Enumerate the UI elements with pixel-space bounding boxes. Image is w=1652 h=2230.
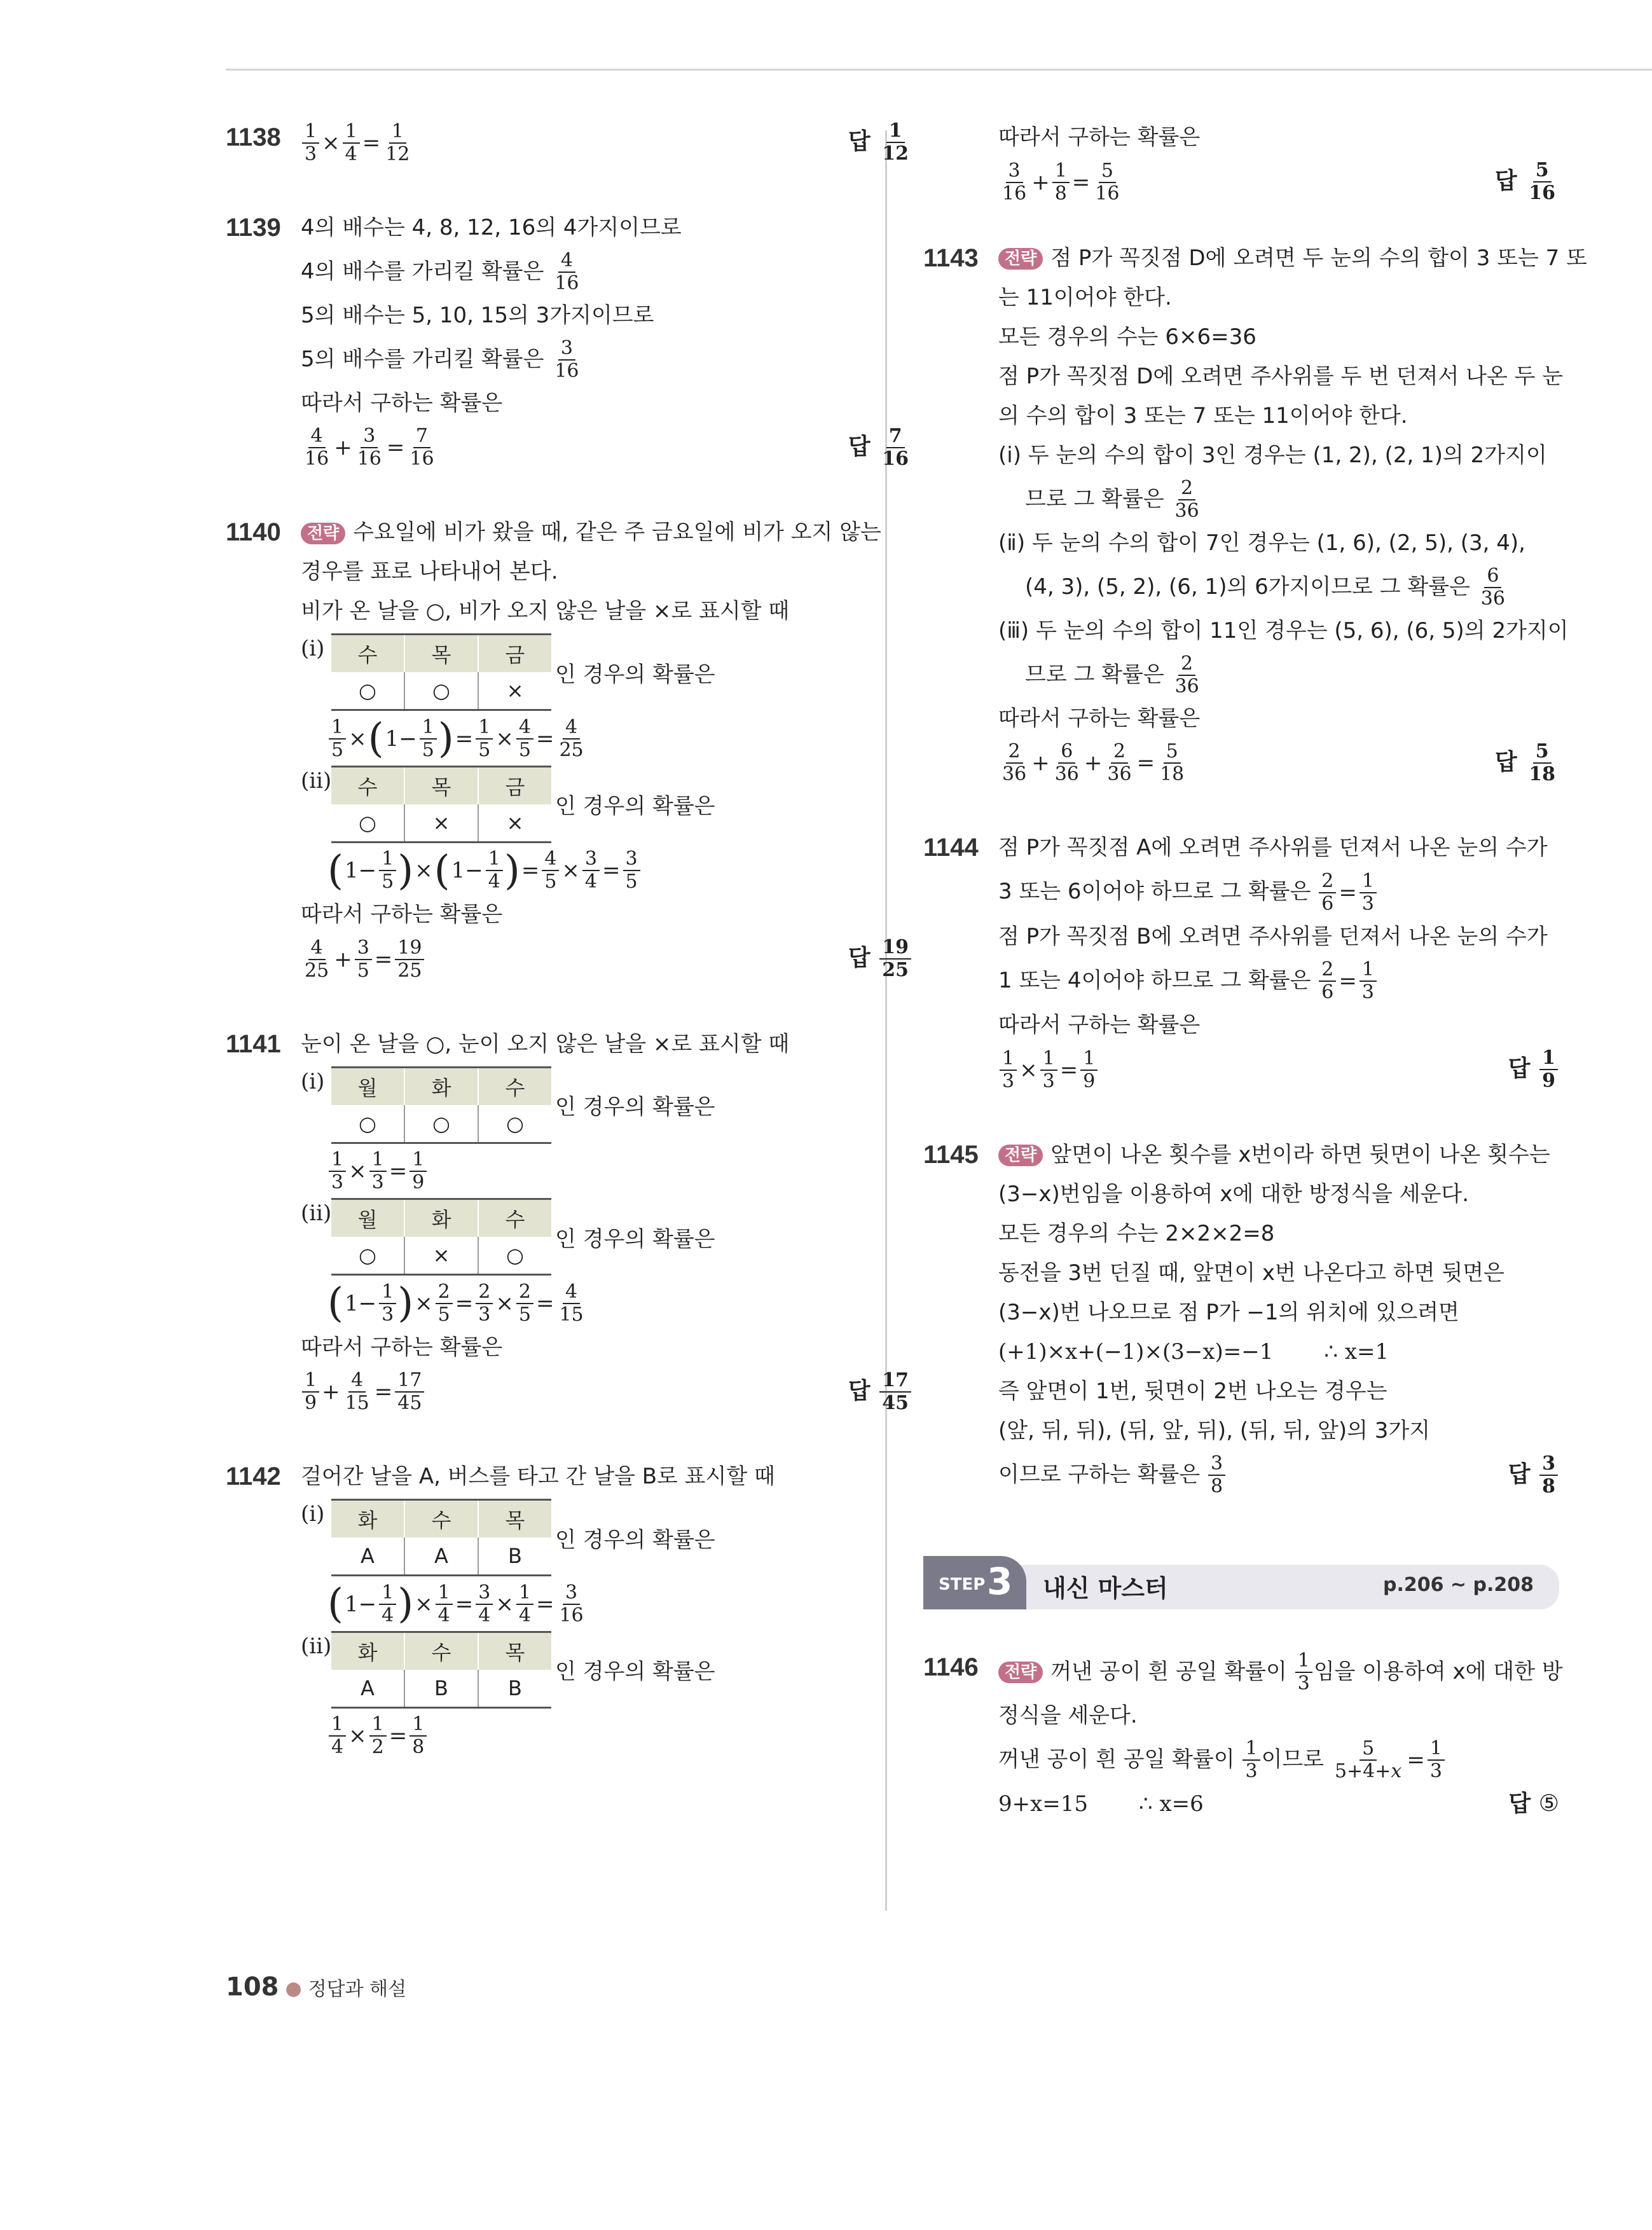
case-table-row: (ⅰ) 수 목 금 ○ ○ × 인 경우의 확률은 [301,633,912,711]
case-table: 수 목 금 ○ ○ × [331,633,551,711]
solution-line: $\frac{1}{3}$ × $\frac{1}{3}$ = $\frac{1}{9}$ [301,1146,912,1196]
answer: 답 ⑤ [1508,1791,1559,1817]
solution-line: 점 P가 꼭짓점 B에 오려면 주사위를 던져서 나온 눈의 수가 [998,923,1548,949]
left-column [226,118,912,1801]
page-number: 108 [226,1972,279,2002]
problem-number: 1142 [226,1463,281,1490]
solution-line: 즉 앞면이 1번, 뒷면이 2번 나오는 경우는 [998,1378,1387,1404]
solution-line: 의 수의 합이 3 또는 7 또는 11이어야 한다. [998,403,1408,429]
answer: 답 $\frac{1}{12}$ [848,120,909,165]
strategy-line: 전략 점 P가 꼭짓점 D에 오려면 두 눈의 수의 합이 3 또는 7 또 [998,238,1559,278]
solution-line: 5의 배수는 5, 10, 15의 3가지이므로 [301,302,654,328]
solution-line: 따라서 구하는 확률은 [998,1012,1201,1038]
strategy-line: 정식을 세운다. [998,1702,1138,1728]
answer: 답 $\frac{1}{9}$ [1508,1045,1559,1093]
top-rule [226,69,1652,71]
strategy-tag: 전략 [301,523,345,544]
solution-line: 모든 경우의 수는 6×6=36 [998,324,1256,350]
problem-1143 [923,238,1587,788]
case-table: 화 수 목 A A B [331,1499,551,1576]
problem-1140 [226,513,912,984]
case-table-row: (ⅰ) 화 수 목 A A B 인 경우의 확률은 [301,1499,912,1576]
solution-line: (+1)×x+(−1)×(3−x)=−1 ∴ x=1 [998,1339,1389,1365]
solution-line: 동전을 3번 던질 때, 앞면이 x번 나온다고 하면 뒷면은 [998,1260,1504,1286]
problem-1139 [226,208,912,472]
step-title: 내신 마스터 [1043,1574,1168,1602]
page-footer: 108 ● 정답과 해설 [226,1972,407,2002]
strategy-tag: 전략 [998,1662,1043,1683]
solution-line: 점 P가 꼭짓점 A에 오려면 주사위를 던져서 나온 눈의 수가 [998,835,1548,860]
problem-number: 1138 [226,123,281,151]
solution-line: $\frac{1}{9}$ + $\frac{4}{15}$ = $\frac{17}{45}$ 답 $\frac{17}{45}$ [301,1367,912,1417]
solution-line: $\frac{4}{25}$ + $\frac{3}{5}$ = $\frac{19}{25}$ 답 $\frac{19}{25}$ [301,934,912,984]
strategy-line: 전략 수요일에 비가 왔을 때, 같은 주 금요일에 비가 오지 않는 [301,513,912,552]
solution-line: (ⅲ) 두 눈의 수의 합이 11인 경우는 (5, 6), (6, 5)의 2가지이 [998,617,1569,644]
problem-number: 1141 [226,1029,281,1058]
answer: 답 $\frac{7}{16}$ [848,424,909,470]
step-banner [923,1556,1559,1609]
right-column [923,118,1587,1864]
solution-line: 므로 그 확률은 $\frac{2}{36}$ [1025,477,1199,522]
problem-number: 1144 [923,834,979,862]
solution-line: 므로 그 확률은 $\frac{2}{36}$ [1025,652,1199,698]
problem-number: 1139 [226,213,281,242]
problem-1138 [226,118,912,167]
solution-line: 4의 배수를 가리킬 확률은 $\frac{4}{16}$ [301,249,579,294]
solution-line: 걸어간 날을 A, 버스를 타고 간 날을 B로 표시할 때 [301,1464,775,1489]
solution-line: 5의 배수를 가리킬 확률은 $\frac{3}{16}$ [301,337,579,382]
case-table: 수 목 금 ○ × × [331,766,551,843]
step-badge: STEP 3 [923,1556,1026,1609]
solution-line: 9+x=15 ∴ x=6 답 ⑤ [998,1784,1559,1824]
solution-line: $\frac{1}{5}$ ×(1− $\frac{1}{5}$ )= $\frac{1}{5}$ × $\frac{4}{5}$ = $\frac{4}{25}$ [301,713,912,763]
solution-line: 3 또는 6이어야 하므로 그 확률은 $\frac{2}{6}$ = $\frac{1}{3}$ [998,867,1559,917]
problem-1142 [226,1457,912,1760]
solution-line: 1 또는 4이어야 하므로 그 확률은 $\frac{2}{6}$ = $\frac{1}{3}$ [998,956,1559,1006]
problem-1144 [923,828,1559,1094]
footer-section: 정답과 해설 [308,1978,407,2000]
solution-line: $\frac{2}{36}$ + $\frac{6}{36}$ + $\frac{2}{36}$ = $\frac{5}{18}$ 답 $\frac{5}{18}$ [998,738,1559,788]
case-table: 월 화 수 ○ ○ ○ [331,1066,551,1144]
solution-line: 점 P가 꼭짓점 D에 오려면 주사위를 두 번 던져서 나온 두 눈 [998,363,1564,389]
strategy-line: 전략 앞면이 나온 횟수를 x번이라 하면 뒷면이 나온 횟수는 [998,1135,1559,1174]
case-table-row: (ⅱ) 월 화 수 ○ × ○ 인 경우의 확률은 [301,1198,912,1276]
solution-line: (4, 3), (5, 2), (6, 1)의 6가지이므로 그 확률은 $\frac{6}{36}$ [1025,565,1505,610]
solution-line: $\frac{1}{4}$ × $\frac{1}{2}$ = $\frac{1}{8}$ [301,1711,912,1761]
problem-number: 1146 [923,1653,979,1681]
solution-line: (1− $\frac{1}{4}$ )× $\frac{1}{4}$ = $\frac{3}{4}$ × $\frac{1}{4}$ = $\frac{3}{16}$ [327,1580,584,1628]
strategy-tag: 전략 [998,1145,1043,1166]
solution-line: 따라서 구하는 확률은 [301,902,503,927]
solution-line: 비가 온 날을 ○, 비가 오지 않은 날을 ×로 표시할 때 [301,598,790,624]
solution-line: $\frac{4}{16}$ + $\frac{3}{16}$ = $\frac{7}{16}$ 답 $\frac{7}{16}$ [301,423,912,472]
answer: 답 $\frac{5}{18}$ [1494,740,1555,785]
case-table: 화 수 목 A B B [331,1631,551,1709]
solution-line: 따라서 구하는 확률은 [301,1334,503,1360]
problem-number: 1145 [923,1140,979,1169]
strategy-line: (3−x)번임을 이용하여 x에 대한 방정식을 세운다. [998,1181,1470,1207]
solution-line: 따라서 구하는 확률은 [301,390,503,416]
answer: 답 $\frac{19}{25}$ [848,934,912,982]
strategy-line: 경우를 표로 나타내어 본다. [301,559,558,584]
solution-line: 모든 경우의 수는 2×2×2=8 [998,1220,1275,1246]
problem-1146 [923,1648,1563,1824]
problem-number: 1140 [226,518,281,546]
solution-line: 꺼낸 공이 흰 공일 확률이 $\frac{1}{3}$ 이므로 $\frac{5}{5+4+x}$ = $\frac{1}{3}$ [998,1735,1559,1785]
solution-line: (1− $\frac{1}{5}$ )×(1− $\frac{1}{4}$ )= $\frac{4}{5}$ × $\frac{3}{4}$ = $\frac{3}{5}$ [301,846,912,895]
step-pages: p.206 ~ p.208 [1382,1573,1534,1596]
solution-line: 따라서 구하는 확률은 [998,705,1201,731]
problem-1142-continued [923,118,1559,207]
answer: 답 $\frac{3}{8}$ [1508,1450,1559,1499]
solution-line: (1− $\frac{1}{3}$ )× $\frac{2}{5}$ = $\frac{2}{3}$ × $\frac{2}{5}$ = $\frac{4}{15}$ [327,1279,584,1327]
solution-line: 이므로 구하는 확률은 $\frac{3}{8}$ 답 $\frac{3}{8}$ [998,1450,1559,1499]
solution-line: $\frac{1}{3}$ × $\frac{1}{3}$ = $\frac{1}{9}$ 답 $\frac{1}{9}$ [998,1045,1559,1094]
case-table-row: (ⅰ) 월 화 수 ○ ○ ○ 인 경우의 확률은 [301,1066,912,1144]
case-table-row: (ⅱ) 화 수 목 A B B 인 경우의 확률은 [301,1631,912,1709]
solution-line: $\frac{1}{3}$ × $\frac{1}{4}$ = $\frac{1}{12}$ 답 $\frac{1}{12}$ [301,118,912,167]
solution-line: (앞, 뒤, 뒤), (뒤, 앞, 뒤), (뒤, 뒤, 앞)의 3가지 [998,1417,1431,1443]
solution-line: (3−x)번 나오므로 점 P가 −1의 위치에 있으려면 [998,1299,1459,1325]
solution-line: 4의 배수는 4, 8, 12, 16의 4가지이므로 [301,214,682,240]
case-table-row: (ⅱ) 수 목 금 ○ × × 인 경우의 확률은 [301,766,912,843]
solution-line: 따라서 구하는 확률은 [998,125,1201,150]
solution-line: (ⅱ) 두 눈의 수의 합이 7인 경우는 (1, 6), (2, 5), (3, 4), [998,530,1525,556]
strategy-tag: 전략 [998,248,1043,270]
case-table: 월 화 수 ○ × ○ [331,1198,551,1276]
problem-1145 [923,1135,1559,1499]
strategy-line: 전략 꺼낸 공이 흰 공일 확률이 $\frac{1}{3}$ 임을 이용하여 x에 대한 방 [998,1648,1559,1696]
answer: 답 $\frac{5}{16}$ [1494,159,1555,204]
solution-line: $\frac{3}{16}$ + $\frac{1}{8}$ = $\frac{5}{16}$ 답 $\frac{5}{16}$ [998,157,1559,207]
problem-number: 1143 [923,244,979,272]
strategy-line: 는 11이어야 한다. [998,284,1172,310]
solution-line: 눈이 온 날을 ○, 눈이 오지 않은 날을 ×로 표시할 때 [301,1031,790,1057]
solution-line: (ⅰ) 두 눈의 수의 합이 3인 경우는 (1, 2), (2, 1)의 2가지이 [998,442,1547,468]
problem-1141 [226,1024,912,1417]
answer: 답 $\frac{17}{45}$ [848,1367,912,1415]
